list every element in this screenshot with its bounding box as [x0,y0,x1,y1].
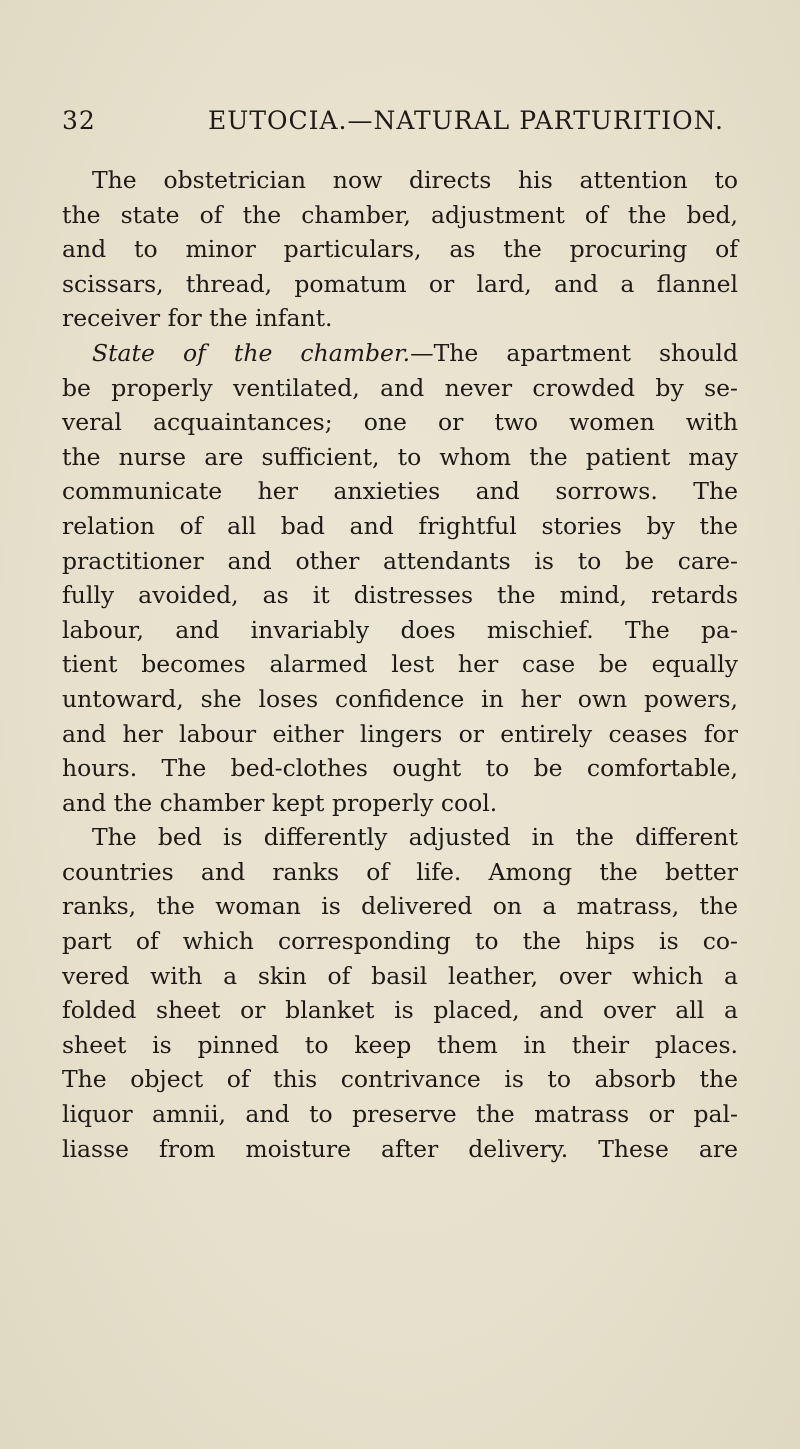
text-line: labour, and invariably does mischief. The pa- [62,615,738,644]
text-line: folded sheet or blanket is placed, and over all a [62,996,738,1025]
text-line: and to minor particulars, as the procuring of [62,235,738,264]
text-line: be properly ventilated, and never crowded by se- [62,373,738,402]
text-line: the nurse are sufficient, to whom the patient may [62,442,738,471]
text-line: part of which corresponding to the hips is co- [62,927,738,956]
text-line: communicate her anxieties and sorrows. The [62,477,738,506]
text-line: receiver for the infant. [62,304,333,333]
text-line: liasse from moisture after delivery. These are [62,1134,738,1163]
text-line: practitioner and other attendants is to be care- [62,546,738,575]
section-heading: State of the chamber. [92,338,411,367]
text-line: relation of all bad and frightful stories by the [62,511,738,540]
text-line: The object of this contrivance is to absorb the [62,1065,738,1094]
text-line: liquor amnii, and to preserve the matrass or pal- [62,1100,738,1129]
text-line: scissars, thread, pomatum or lard, and a flannel [62,269,738,298]
text-line: The obstetrician now directs his attention to [92,166,738,194]
text-line: hours. The bed-clothes ought to be comfortable, [62,754,738,783]
page-number: 32 [62,106,96,135]
text-line: countries and ranks of life. Among the better [62,857,738,886]
text-line: untoward, she loses confidence in her own powers, [62,684,738,713]
text-line: the state of the chamber, adjustment of the bed, [62,200,738,229]
section-heading-line [62,336,738,371]
text-line: sheet is pinned to keep them in their places. [62,1030,738,1059]
text-line: and her labour either lingers or entirely ceases for [62,719,738,748]
text-line: fully avoided, as it distresses the mind, retards [62,581,738,610]
text-line: The bed is differently adjusted in the different [92,823,738,852]
text-line: vered with a skin of basil leather, over which a [62,961,738,990]
text-fragment: —The apartment should [410,338,738,367]
running-title: EUTOCIA.—NATURAL PARTURITION. [208,106,724,135]
text-line: tient becomes alarmed lest her case be equally [62,650,738,679]
running-head [62,106,742,146]
text-line: and the chamber kept properly cool. [62,788,498,817]
text-line: ranks, the woman is delivered on a matrass, the [62,892,738,921]
text-line: veral acquaintances; one or two women with [62,408,738,437]
body-text [62,163,738,1166]
